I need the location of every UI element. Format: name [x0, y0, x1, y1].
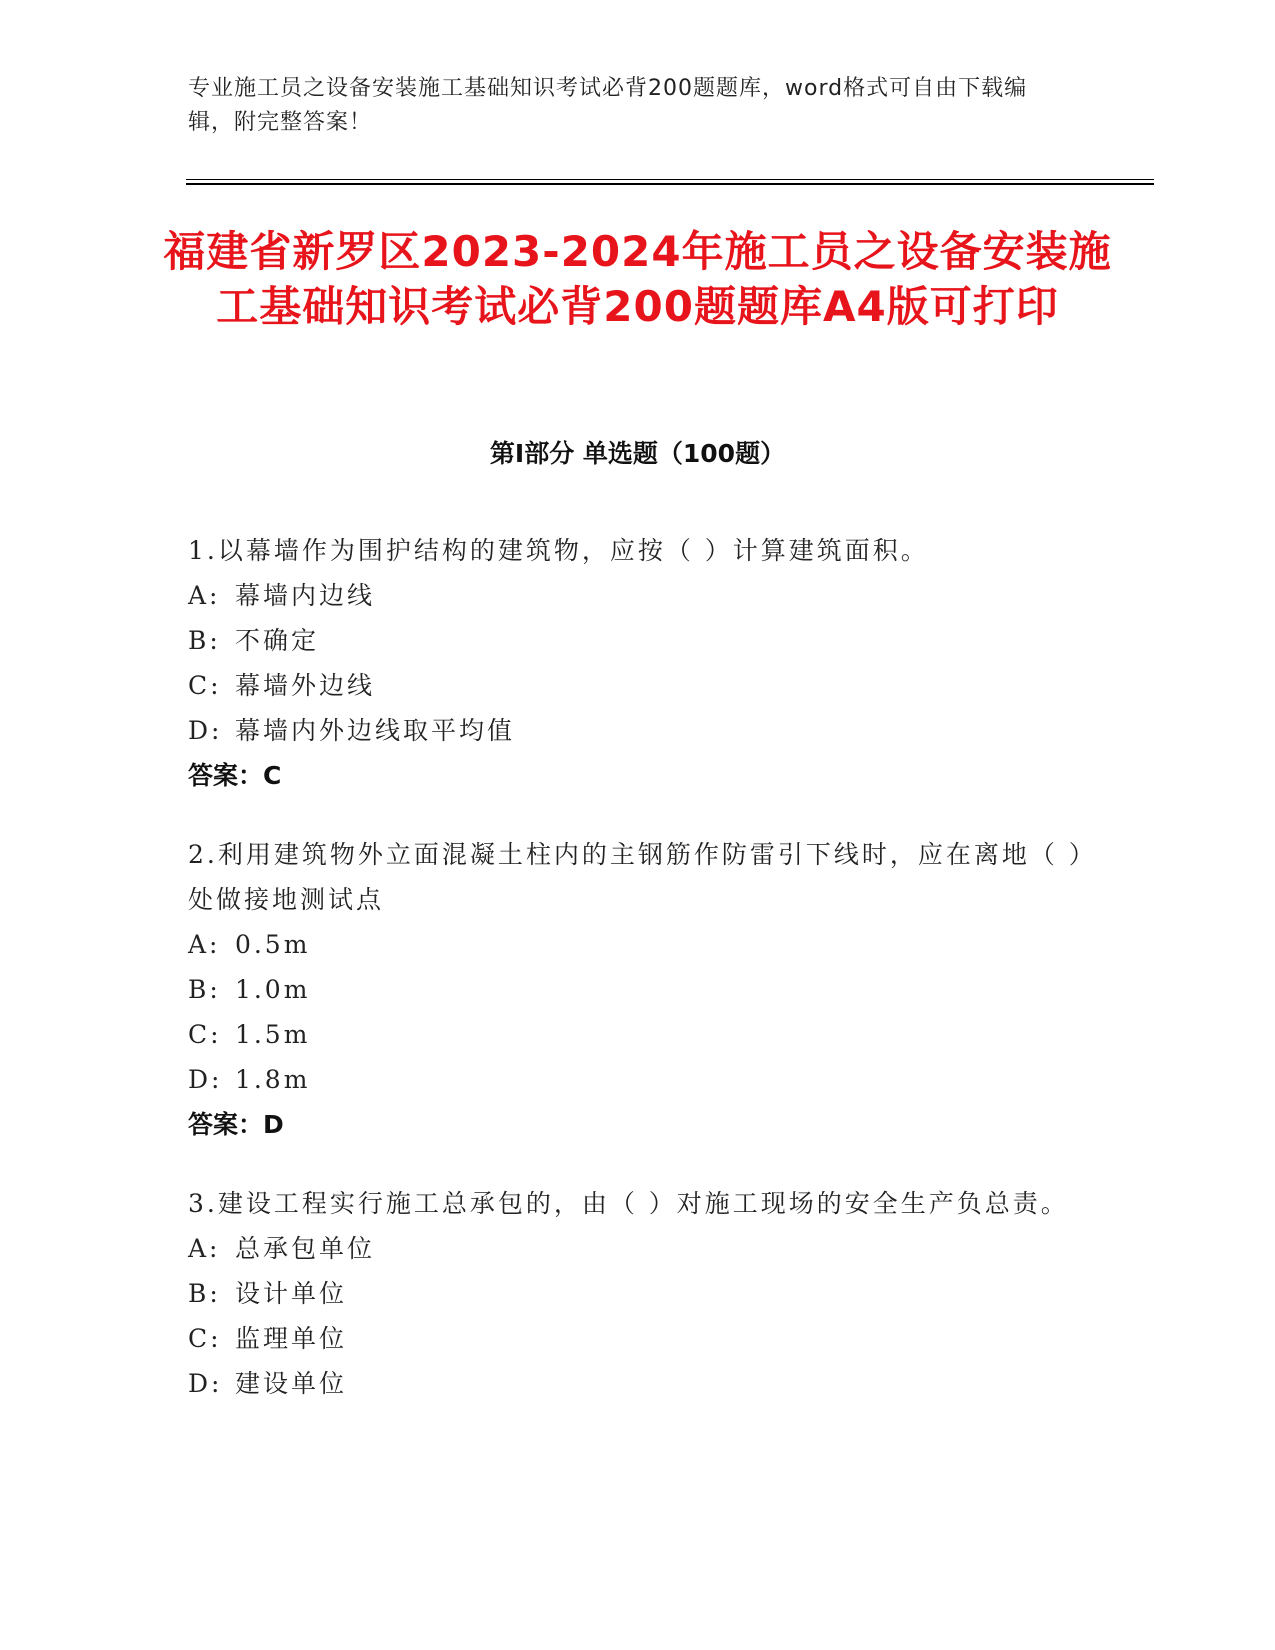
question-stem: 1.以幕墙作为围护结构的建筑物，应按（ ）计算建筑面积。 [188, 536, 929, 565]
option-text: 1.5m [234, 1020, 311, 1049]
option-key: D: [188, 716, 223, 745]
option-key: D: [188, 1369, 223, 1398]
question-1 [188, 528, 1088, 798]
option-a [188, 922, 1088, 967]
option-key: B: [188, 1279, 221, 1308]
option-key: A: [188, 581, 221, 610]
option-b [188, 618, 1088, 663]
option-text: 幕墙内边线 [234, 581, 375, 610]
option-key: C: [188, 671, 222, 700]
header-divider-thick [186, 183, 1154, 185]
option-a [188, 1226, 1088, 1271]
option-text: 幕墙内外边线取平均值 [234, 716, 515, 745]
option-text: 1.8m [234, 1065, 311, 1094]
question-list [188, 528, 1088, 1440]
question-stem: 3.建设工程实行施工总承包的，由（ ）对施工现场的安全生产负总责。 [188, 1189, 1069, 1218]
header-divider-thin [186, 179, 1154, 180]
option-text: 监理单位 [234, 1324, 347, 1353]
option-text: 0.5m [234, 930, 311, 959]
option-d [188, 1361, 1088, 1406]
option-text: 幕墙外边线 [234, 671, 375, 700]
option-b [188, 967, 1088, 1012]
document-title: 福建省新罗区2023-2024年施工员之设备安装施工基础知识考试必背200题题库A4版可打印 [163, 227, 1112, 331]
option-d [188, 1057, 1088, 1102]
option-key: C: [188, 1324, 222, 1353]
question-stem: 2.利用建筑物外立面混凝土柱内的主钢筋作防雷引下线时，应在离地（ ）处做接地测试点 [188, 840, 1085, 914]
question-3 [188, 1181, 1088, 1406]
answer-line: 答案：C [188, 761, 282, 790]
option-c [188, 663, 1088, 708]
option-key: B: [188, 975, 221, 1004]
header-note: 专业施工员之设备安装施工基础知识考试必背200题题库，word格式可自由下载编辑，附完整答案！ [188, 76, 1028, 135]
question-2 [188, 832, 1088, 1147]
option-key: C: [188, 1020, 222, 1049]
option-text: 建设单位 [234, 1369, 347, 1398]
option-c [188, 1012, 1088, 1057]
option-b [188, 1271, 1088, 1316]
option-text: 总承包单位 [234, 1234, 375, 1263]
option-key: A: [188, 1234, 221, 1263]
option-key: A: [188, 930, 221, 959]
option-text: 1.0m [234, 975, 311, 1004]
section-title: 第I部分 单选题（100题） [489, 439, 786, 468]
option-c [188, 1316, 1088, 1361]
option-key: B: [188, 626, 221, 655]
option-text: 不确定 [234, 626, 319, 655]
answer-line: 答案：D [188, 1110, 284, 1139]
option-key: D: [188, 1065, 223, 1094]
option-text: 设计单位 [234, 1279, 347, 1308]
option-d [188, 708, 1088, 753]
option-a [188, 573, 1088, 618]
